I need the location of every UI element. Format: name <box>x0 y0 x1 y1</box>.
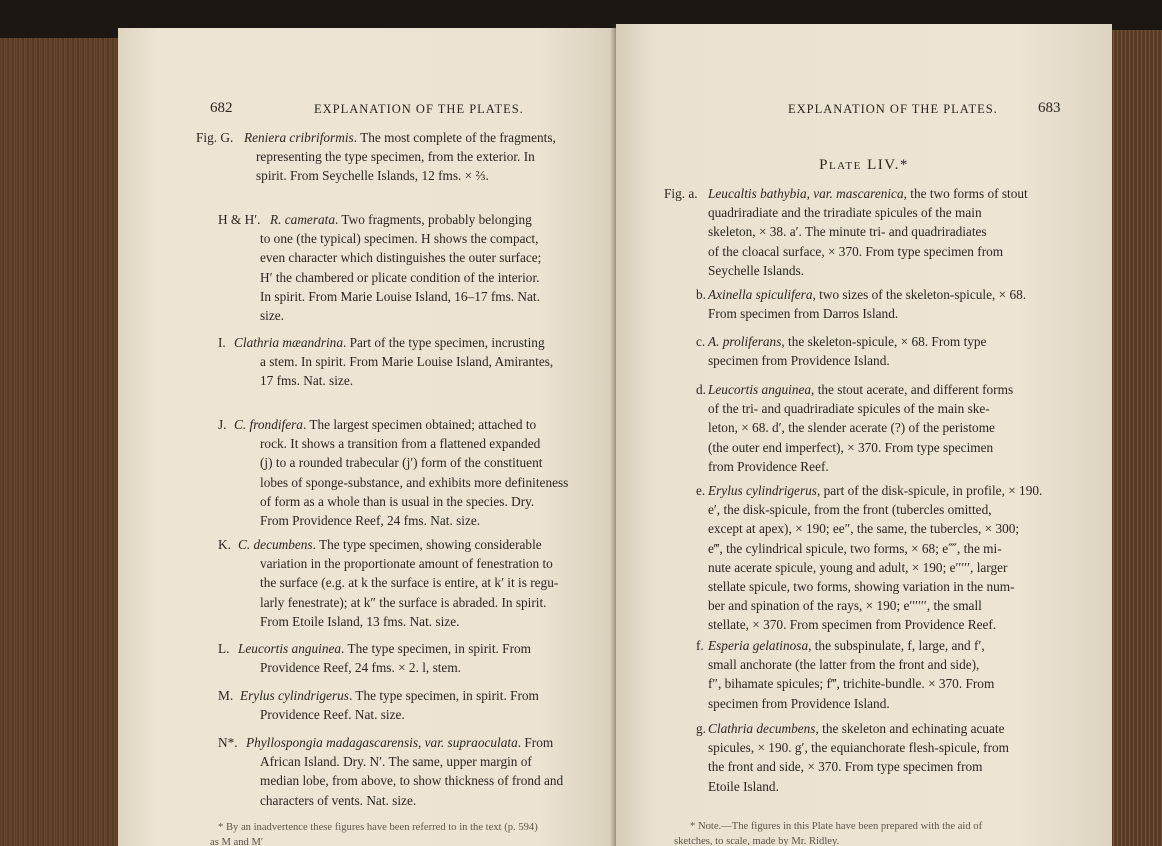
entry-line: larly fenestrate); at k″ the surface is abraded. In spirit. <box>260 594 547 610</box>
footnote <box>210 820 610 846</box>
plate-entry <box>218 415 616 530</box>
footnote-line: * By an inadvertence these figures have been referred to in the text (p. 594) <box>218 822 538 833</box>
page-number: 682 <box>210 100 233 116</box>
entry-line: R. camerata. Two fragments, probably belonging <box>270 212 532 227</box>
entry-line: f″, bihamate spicules; f‴, trichite-bundle. × 370. From <box>708 676 995 692</box>
entry-line: from Providence Reef. <box>708 458 829 474</box>
plate-entry <box>218 639 616 677</box>
entry-line: (the outer end imperfect), × 370. From type specimen <box>708 439 994 455</box>
entry-line: Phyllospongia madagascarensis, var. supraoculata. From <box>246 735 554 750</box>
entry-line: of form as a whole than is usual in the species. Dry. <box>260 493 535 509</box>
entry-line: e‴, the cylindrical spicule, two forms, × 68; e⁗, the mi- <box>708 540 1002 556</box>
entry-line: median lobe, from above, to show thickness of frond and <box>260 773 564 789</box>
plate-entry <box>696 285 1106 323</box>
footnote-line: * Note.—The figures in this Plate have been prepared with the aid of <box>690 821 983 832</box>
entry-label: d. <box>696 382 706 397</box>
entry-line: to one (the typical) specimen. H shows the compact, <box>260 231 539 247</box>
plate-entry <box>696 636 1106 713</box>
entry-line: even character which distinguishes the outer surface; <box>260 250 542 266</box>
entry-line: H′ the chambered or plicate condition of the interior. <box>260 269 540 285</box>
entry-line: African Island. Dry. N′. The same, upper margin of <box>260 754 532 770</box>
entry-line: a stem. In spirit. From Marie Louise Island, Amirantes, <box>260 354 554 370</box>
entry-line: Leucortis anguinea, the stout acerate, and different forms <box>708 382 1014 397</box>
entry-line: specimen from Providence Island. <box>708 695 890 711</box>
entry-line: stellate spicule, two forms, showing variation in the num- <box>708 579 1015 595</box>
footnote <box>674 819 1104 846</box>
plate-entry <box>696 481 1106 635</box>
entry-line: of the tri- and quadriradiate spicules of the main ske- <box>708 401 990 417</box>
entry-line: Axinella spiculifera, two sizes of the skeleton-spicule, × 68. <box>708 287 1027 302</box>
entry-label: e. <box>696 483 706 498</box>
entry-label: Fig. G. <box>196 130 234 145</box>
entry-label: Fig. a. <box>664 186 698 201</box>
entry-line: Esperia gelatinosa, the subspinulate, f, large, and f′, <box>708 638 985 653</box>
entry-line: spicules, × 190. g′, the equianchorate flesh-spicule, from <box>708 740 1010 756</box>
plate-entry <box>696 719 1106 796</box>
entry-line: skeleton, × 38. a′. The minute tri- and quadriradiates <box>708 224 987 240</box>
entry-line: In spirit. From Marie Louise Island, 16–17 fms. Nat. <box>260 288 540 304</box>
footnote-line: as M and M′ <box>210 837 264 846</box>
entry-line: spirit. From Seychelle Islands, 12 fms. × ⅔. <box>256 168 489 184</box>
entry-line: Leucortis anguinea. The type specimen, in spirit. From <box>238 641 531 656</box>
entry-line: the surface (e.g. at k the surface is entire, at k′ it is regu- <box>260 575 559 591</box>
entry-line: leton, × 68. d′, the slender acerate (?) of the peristome <box>708 420 995 436</box>
entry-line: Erylus cylindrigerus, part of the disk-spicule, in profile, × 190. <box>708 483 1043 498</box>
entry-line: Clathria mæandrina. Part of the type specimen, incrusting <box>234 335 545 350</box>
entry-line: ber and spination of the rays, × 190; e′′′′′′, the small <box>708 598 982 614</box>
page-edges-right <box>1110 30 1162 846</box>
entry-label: L. <box>218 641 230 656</box>
entry-line: of the cloacal surface, × 370. From type specimen from <box>708 243 1004 259</box>
entry-line: Leucaltis bathybia, var. mascarenica, the two forms of stout <box>708 186 1028 201</box>
entry-line: Clathria decumbens, the skeleton and echinating acuate <box>708 721 1005 736</box>
entry-line: e′, the disk-spicule, from the front (tubercles omitted, <box>708 502 992 518</box>
entry-line: A. proliferans, the skeleton-spicule, × 68. From type <box>708 334 987 349</box>
entry-line: the front and side, × 370. From type specimen from <box>708 759 983 775</box>
entry-line: C. decumbens. The type specimen, showing considerable <box>238 537 542 552</box>
entry-line: From Providence Reef, 24 fms. Nat. size. <box>260 513 481 529</box>
entry-label: c. <box>696 334 706 349</box>
entry-label: N*. <box>218 735 238 750</box>
entry-label: H & H′. <box>218 212 261 227</box>
entry-line: Erylus cylindrigerus. The type specimen, in spirit. From <box>240 688 539 703</box>
plate-entry <box>664 184 1104 280</box>
entry-line: rock. It shows a transition from a flattened expanded <box>260 436 541 452</box>
entry-line: lobes of sponge-substance, and exhibits more definiteness <box>260 474 569 490</box>
plate-entry <box>196 128 606 186</box>
plate-entry <box>218 333 616 391</box>
plate-entry <box>218 210 616 325</box>
plate-title: Plate LIV.* <box>819 157 909 173</box>
entry-line: Providence Reef, 24 fms. × 2. l, stem. <box>260 660 462 676</box>
entry-line: stellate, × 370. From specimen from Providence Reef. <box>708 617 997 633</box>
plate-entry <box>696 332 1106 370</box>
entry-label: J. <box>218 417 227 432</box>
entry-line: nute acerate spicule, young and adult, × 190; e′′′′′, larger <box>708 559 1008 575</box>
entry-label: M. <box>218 688 234 703</box>
plate-entry <box>696 380 1106 476</box>
entry-label: f. <box>696 638 704 653</box>
entry-line: (j) to a rounded trabecular (j′) form of the constituent <box>260 455 543 471</box>
entry-label: I. <box>218 335 226 350</box>
entry-line: C. frondifera. The largest specimen obtained; attached to <box>234 417 537 432</box>
plate-entry <box>218 686 616 724</box>
entry-line: representing the type specimen, from the exterior. In <box>256 149 535 165</box>
entry-line: quadriradiate and the triradiate spicules of the main <box>708 205 982 221</box>
entry-line: Reniera cribriformis. The most complete of the fragments, <box>244 130 556 145</box>
entry-line: characters of vents. Nat. size. <box>260 792 417 808</box>
entry-line: small anchorate (the latter from the front and side), <box>708 657 980 673</box>
entry-label: b. <box>696 287 706 302</box>
right-page <box>616 24 1112 846</box>
entry-line: From Etoile Island, 13 fms. Nat. size. <box>260 613 460 629</box>
entry-line: variation in the proportionate amount of fenestration to <box>260 556 553 572</box>
entry-line: 17 fms. Nat. size. <box>260 373 354 389</box>
page-number: 683 <box>1038 100 1061 116</box>
left-page <box>118 28 616 846</box>
entry-line: Seychelle Islands. <box>708 262 805 278</box>
entry-line: specimen from Providence Island. <box>708 353 890 369</box>
plate-entry <box>218 535 616 631</box>
footnote-line: sketches, to scale, made by Mr. Ridley. <box>674 836 840 846</box>
plate-entry <box>218 733 616 810</box>
entry-label: g. <box>696 721 706 736</box>
entry-line: size. <box>260 308 284 324</box>
entry-line: Providence Reef. Nat. size. <box>260 707 405 723</box>
entry-line: Etoile Island. <box>708 778 779 794</box>
running-head: EXPLANATION OF THE PLATES. <box>314 102 524 116</box>
entry-line: From specimen from Darros Island. <box>708 306 899 322</box>
entry-line: except at apex), × 190; ee″, the same, the tubercles, × 300; <box>708 521 1020 537</box>
page-edges-left <box>0 38 118 846</box>
entry-label: K. <box>218 537 231 552</box>
running-head: EXPLANATION OF THE PLATES. <box>788 102 998 116</box>
